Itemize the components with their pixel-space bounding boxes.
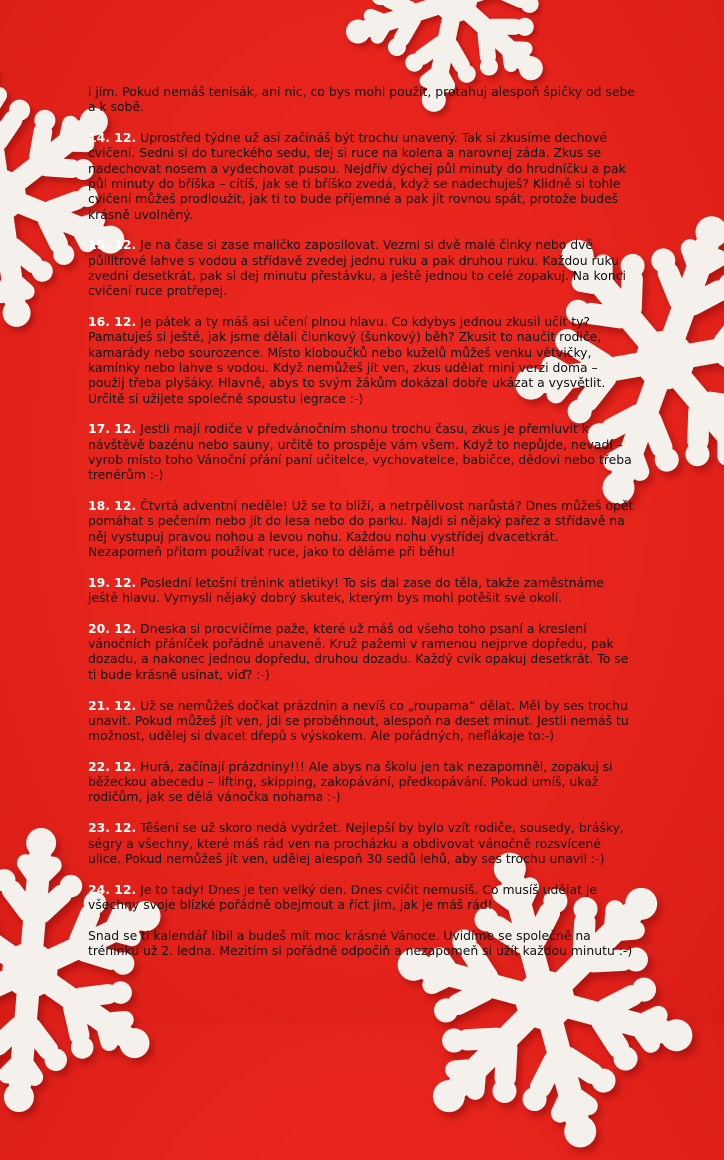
calendar-entry [88, 421, 636, 482]
entry-date: 22. 12. [88, 758, 137, 774]
entry-date: 18. 12. [88, 498, 137, 514]
calendar-entry [88, 820, 636, 866]
entry-date: 20. 12. [88, 620, 137, 636]
entry-text: Je na čase si zase maličko zaposilovat. Vezmi si dvě malé činky nebo dvě půllitrové lahve s vodou a střídavě zvedej jednu ruku a pak druhou ruku. Každou ruku zvedni desetkrát, pak si dej minutu přestávku, a ještě jednou to celé zopakuj. Na konci cvičení ruce protřepej. [88, 237, 626, 299]
entry-date: 15. 12. [88, 237, 137, 253]
closing-paragraph: Snad se ti kalendář líbil a budeš mít moc krásné Vánoce. Uvidíme se společně na tréninku už 2. ledna. Mezitím si pořádně odpočiň a nezapomeň si užít každou minutu :-) [88, 927, 633, 959]
entry-date: 19. 12. [88, 574, 137, 590]
calendar-entry [88, 698, 636, 744]
calendar-entry [88, 621, 636, 682]
entry-date: 16. 12. [88, 314, 137, 330]
entry-text: Hurá, začínají prázdniny!!! Ale abys na školu jen tak nezapomněl, zopakuj si běžeckou abecedu – lifting, skipping, zakopávání, předkopávání. Pokud umíš, ukaž rodičům, jak se dělá vánočka nohama :-) [88, 758, 613, 805]
entry-date: 23. 12. [88, 820, 137, 836]
calendar-entry [88, 237, 636, 298]
calendar-entry [88, 882, 636, 913]
entry-date: 21. 12. [88, 697, 137, 713]
entry-text: Poslední letošní trénink atletiky! To sis dal zase do těla, takže zaměstnáme ještě hlavu. Vymysli nějaký dobrý skutek, kterým bys mohl potěšit své okolí. [88, 574, 604, 606]
calendar-entries [88, 130, 636, 912]
document-body [88, 84, 636, 974]
entry-text: Čtvrtá adventní neděle! Už se to blíží, a netrpělivost narůstá? Dnes můžeš opět pomáhat s pečením nebo jít do lesa nebo do parku. Najdi si nějaký pařez a střídavě na něj vystupuj pravou nohou a levou nohu. Každou nohu vystřídej dvacetkrát. Nezapomeň přitom používat ruce, jako to děláme při běhu! [88, 498, 634, 559]
entry-text: Je to tady! Dnes je ten velký den. Dnes cvičit nemusíš. Co musíš udělat je všechny svoje blízké pořádně obejmout a říct jim, jak je máš rád! [88, 881, 597, 912]
entry-text: Těšení se už skoro nedá vydržet. Nejlepší by bylo vzít rodiče, sousedy, brášky, ségry a všechny, které máš rád ven na procházku a obdivovat vánočně rozsvícené ulice. Pokud nemůžeš jít ven, udělej alespoň 30 sedů lehů, aby ses trochu unavil :-) [88, 820, 624, 866]
entry-date: 17. 12. [88, 421, 137, 437]
entry-text: Uprostřed týdne už asi začínáš být trochu unavený. Tak si zkusíme dechové cvičení. Sedni si do tureckého sedu, dej si ruce na kolena a narovnej záda. Zkus se nadechovat nosem a vydechovat pusou. Nejdřív dýchej půl minuty do hrudníčku a pak půl minuty do bříška – cítíš, jak se ti bříško zvedá, když se nadechuješ? Klidně si tohle cvičení můžeš prodloužit, jak ti to bude příjemné a pak jít rovnou spát, protože budeš krásně uvolněný. [88, 130, 626, 222]
entry-date: 14. 12. [88, 130, 137, 146]
entry-text: Už se nemůžeš dočkat prázdnin a nevíš co „roupama“ dělat. Měl by ses trochu unavit. Pokud můžeš jít ven, jdi se proběhnout, alespoň na deset minut. Jestli nemáš tu možnost, udělej si dvacet dřepů s výskokem. Ale pořádných, neflákaje to:-) [88, 697, 629, 744]
entry-date: 24. 12. [88, 881, 137, 897]
entry-text: Je pátek a ty máš asi učení plnou hlavu. Co kdybys jednou zkusil učit ty? Pamatuješ si ještě, jak jsme dělali člunkový (šunkový) běh? Zkusit to naučit rodiče, kamarády nebo sourozence. Místo kloboučků nebo kuželů můžeš venku větvičky, kamínky nebo lahve s vodou. Když nemůžeš jít ven, zkus udělat mini verzi doma – použij třeba plyšáky. Hlavně, abys to svým žákům dokázal dobře ukázat a vysvětlit. Určitě si užijete společně spoustu legrace :-) [88, 314, 606, 406]
calendar-entry [88, 314, 636, 406]
entry-text: Jestli mají rodiče v předvánočním shonu trochu času, zkus je přemluvit k návštěvě bazénu nebo sauny, určitě to prospěje vám všem. Když to nepůjde, nevadí – vyrob místo toho Vánoční přání paní učitelce, vychovatelce, babičce, dědovi nebo třeba trenérům :-) [88, 421, 632, 483]
calendar-entry [88, 759, 636, 805]
entry-text: Dneska si procvičíme paže, které už máš od všeho toho psaní a kreslení vánočních přáníček pořádně unavené. Kruž pažemi v ramenou nejprve dopředu, pak dozadu, a nakonec jednou dopředu, druhou dozadu. Každý cvik opakuj desetkrát. To se ti bude krásně usínat, viď? :-) [88, 620, 629, 682]
calendar-entry [88, 498, 636, 559]
calendar-entry [88, 130, 636, 222]
intro-paragraph: i jím. Pokud nemáš tenisák, ani nic, co bys mohl použít, protahuj alespoň špičky od sebe a k sobě. [88, 84, 635, 115]
calendar-entry [88, 575, 636, 606]
